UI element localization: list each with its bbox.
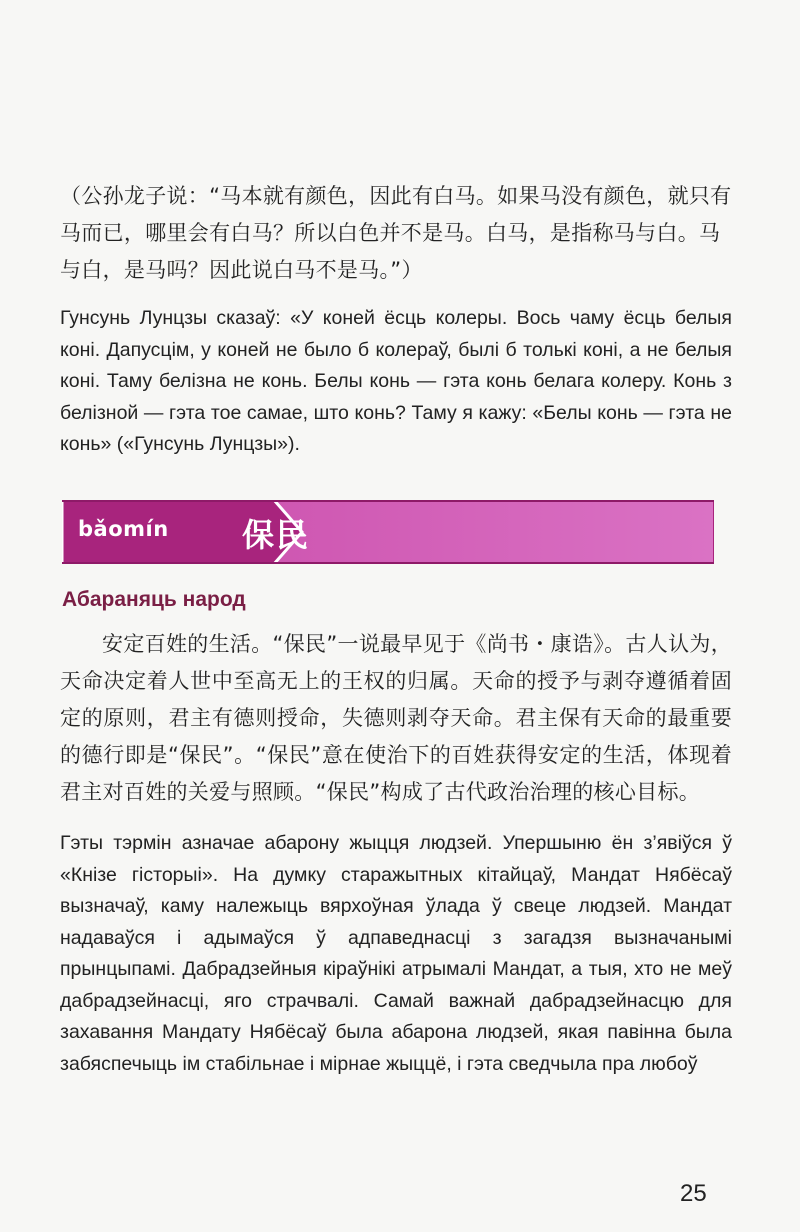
quote-chinese: （公孙龙子说：“马本就有颜色，因此有白马。如果马没有颜色，就只有马而已，哪里会有白马？所以白色并不是马。白马，是指称马与白。马与白，是马吗？因此说白马不是马。”） [60, 184, 732, 282]
entry-body-chinese [60, 626, 732, 811]
entry-hanzi: 保民 [242, 516, 311, 554]
entry-body-chinese-text: 安定百姓的生活。“保民”一说最早见于《尚书・康诰》。古人认为，天命决定着人世中至高无上的王权的归属。天命的授予与剥夺遵循着固定的原则，君主有德则授命，失德则剥夺天命。君主保有天命的最重要的德行即是“保民”。“保民”意在使治下的百姓获得安定的生活，体现着君主对百姓的关爱与照顾。“保民”构成了古代政治治理的核心目标。 [60, 632, 732, 804]
entry-body-belarusian: Гэты тэрмін азначае абарону жыцця людзей. Упершыню ён з’явіўся ў «Кнізе гісторыі». На думку старажытных кітайцаў, Мандат Нябёсаў вызначаў, каму належыць вярхоўная ўлада ў свеце людзей. Мандат надаваўся і адымаўся ў адпаведнасці з загадзя вызначанымі прынцыпамі. Дабрадзейныя кіраўнікі атрымалі Мандат, а тыя, хто не меў дабрадзейнасці, яго страчвалі. Самай важнай дабрадзейнасцю для захавання Мандату Нябёсаў была абарона людзей, якая павінна была забяспечыць ім стабільнае і мірнае жыццё, і гэта сведчыла пра любоў [60, 832, 732, 1075]
entry-subtitle: Абараняць народ [62, 588, 246, 611]
quote-belarusian: Гунсунь Лунцзы сказаў: «У коней ёсць колеры. Вось чаму ёсць белыя коні. Дапусцім, у коней не было б колераў, былі б толькі коні, а не белыя коні. Таму белізна не конь. Белы конь — гэта конь белага колеру. Конь з белізной — гэта тое самае, што конь? Таму я кажу: «Белы конь — гэта не конь» («Гунсунь Лунцзы»). [60, 307, 732, 455]
page-number: 25 [680, 1180, 707, 1207]
entry-pinyin: bǎomín [78, 517, 169, 541]
entry-banner [62, 500, 714, 564]
